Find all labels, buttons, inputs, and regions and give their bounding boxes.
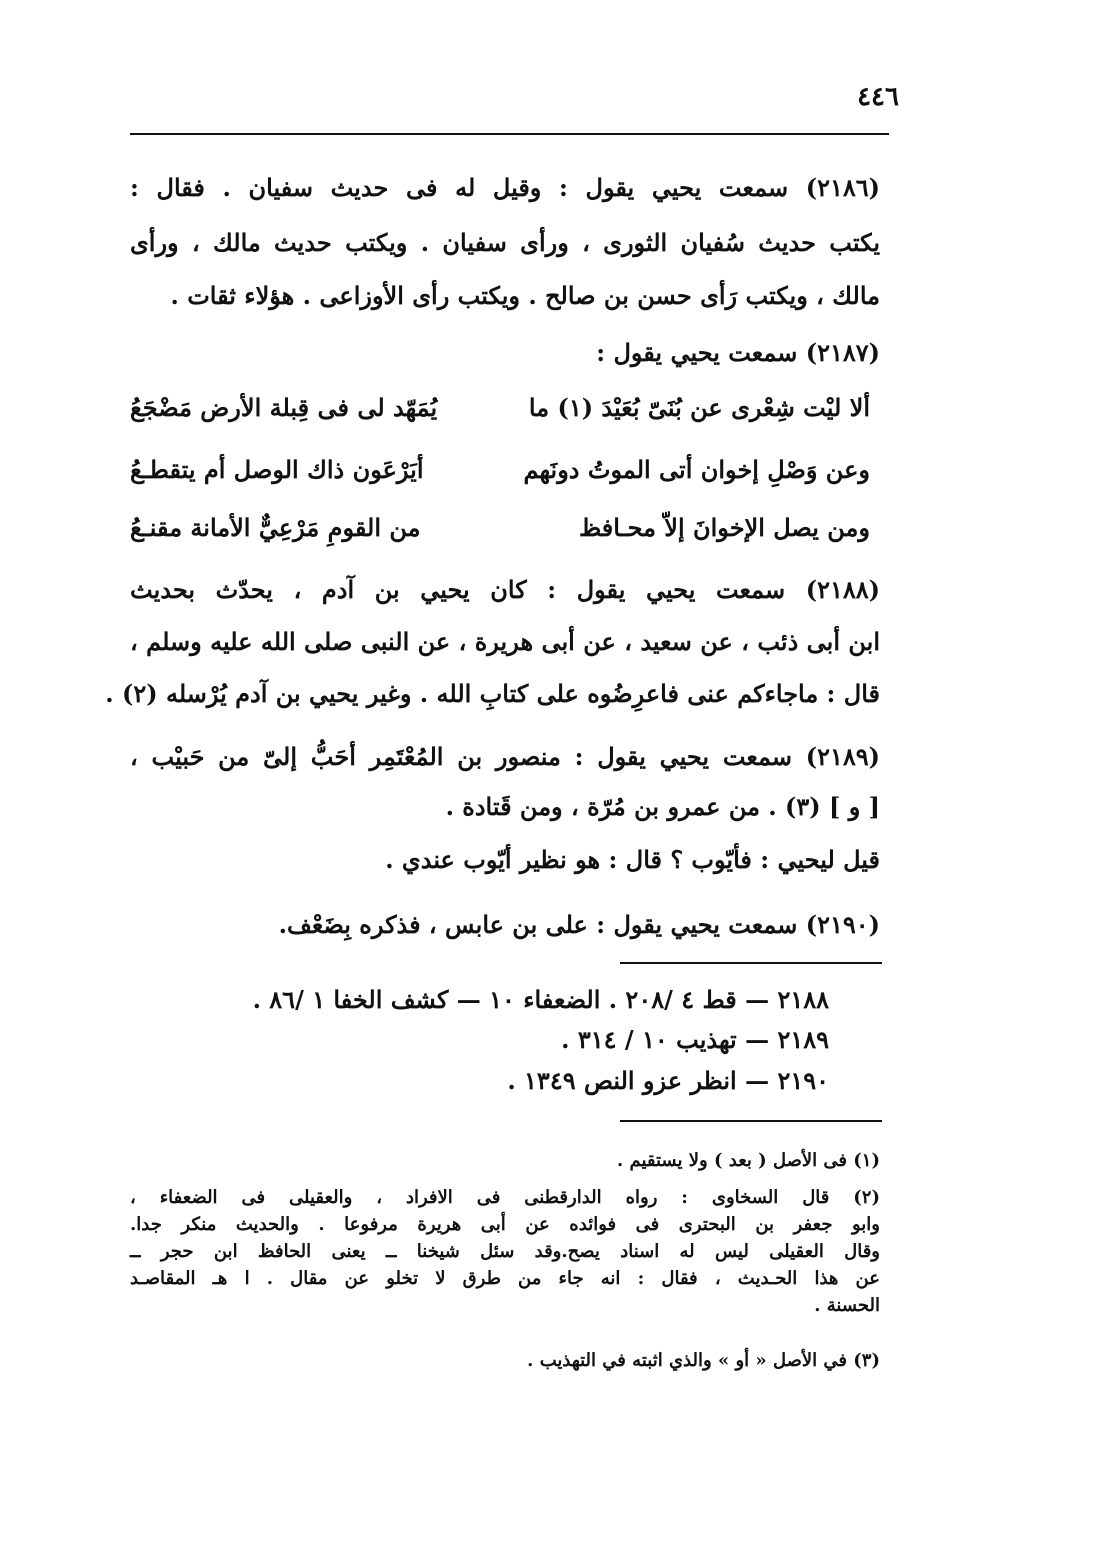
entry-2189-question — [130, 845, 880, 875]
reference-line: ٢١٩٠ — انظر عزو النص ١٣٤٩ . — [507, 1066, 829, 1095]
reference-line: ٢١٨٨ — قط ٤ /٢٠٨ . الضعفاء ١٠ — كشف الخفا ١ /٨٦ . — [252, 985, 829, 1014]
poem-verse — [130, 513, 870, 543]
footnote-line: عن هذا الحـديث ، فقال : انه جاء من طرق لا تخلو عن مقال . ا هـ المقاصـد — [130, 1268, 880, 1289]
entry-2187 — [130, 338, 880, 368]
poem-verse — [130, 393, 870, 423]
entry-2189 — [130, 742, 880, 822]
footnote: (١) فى الأصل ( بعد ) ولا يستقيم . — [616, 1150, 880, 1171]
text-line: [ و ] (٣) . من عمرو بن مُرّة ، ومن قَتادة . — [445, 792, 880, 821]
verse-hemistich: وعن وَصْلِ إخوان أتى الموتُ دونَهم — [523, 455, 870, 484]
poem-verse — [130, 455, 870, 485]
verse-hemistich: من القومِ مَرْعِيٌّ الأمانة مقنـعُ — [130, 513, 421, 542]
text-line: ابن أبى ذئب ، عن سعيد ، عن أبى هريرة ، عن النبى صلى الله عليه وسلم ، — [130, 627, 880, 656]
verse-hemistich: يُمَهّد لى فى قِبلة الأرض مَضْجَعُ — [130, 393, 438, 422]
header-rule — [130, 133, 889, 135]
text-line: (٢١٨٧) سمعت يحيي يقول : — [596, 338, 880, 367]
text-line: (٢١٨٦) سمعت يحيي يقول : وقيل له فى حديث سفيان . فقال : — [130, 173, 880, 202]
text-line: يكتب حديث سُفيان الثورى ، ورأى سفيان . ويكتب حديث مالك ، ورأى — [130, 228, 880, 257]
footnote-line: وقال العقيلى ليس له اسناد يصح.وقد سئل شيخنا ــ يعنى الحافظ ابن حجر ــ — [130, 1241, 880, 1262]
verse-hemistich: ألا ليْت شِعْرى عن بُنَىّ بُعَيْدَ (١) ما — [528, 393, 870, 422]
entry-2188 — [105, 575, 880, 708]
entry-2186 — [130, 173, 880, 310]
footnote-line: (٢) قال السخاوى : رواه الدارقطنى فى الافراد ، والعقيلى فى الضعفاء ، — [130, 1187, 880, 1208]
text-line: قيل ليحيي : فأيّوب ؟ قال : هو نظير أيّوب عندي . — [385, 845, 880, 874]
text-line: (٢١٨٨) سمعت يحيي يقول : كان يحيي بن آدم ، يحدّث بحديث — [130, 575, 880, 604]
verse-hemistich: أيَرْعَون ذاك الوصل أم يتقطـعُ — [130, 455, 424, 484]
footnote-line: الحسنة . — [814, 1295, 880, 1316]
text-line: مالك ، ويكتب رَأى حسن بن صالح . ويكتب رأى الأوزاعى . هؤلاء ثقات . — [170, 281, 880, 310]
text-line: قال : ماجاءكم عنى فاعرِضُوه على كتابِ الله . وغير يحيي بن آدم يُرْسله (٢) . — [105, 679, 880, 708]
footnote-line: وابو جعفر بن البحترى فى فوائده عن أبى هريرة مرفوعا . والحديث منكر جدا. — [130, 1214, 880, 1235]
text-line: (٢١٨٩) سمعت يحيي يقول : منصور بن المُعْتَمِر أحَبُّ إلىّ من حَبيْب ، — [130, 742, 880, 771]
footnote: (٣) في الأصل « أو » والذي اثبته في التهذيب . — [527, 1350, 880, 1371]
references-rule — [620, 962, 882, 964]
text-line: (٢١٩٠) سمعت يحيي يقول : على بن عابس ، فذكره بِضَعْف. — [278, 910, 880, 939]
entry-2190 — [130, 910, 880, 940]
reference-line: ٢١٨٩ — تهذيب ١٠ / ٣١٤ . — [561, 1025, 829, 1054]
verse-hemistich: ومن يصل الإخوانَ إلاّ محـافظ — [579, 513, 870, 542]
footnotes-rule — [620, 1120, 882, 1122]
page-number: ٤٤٦ — [857, 82, 899, 112]
